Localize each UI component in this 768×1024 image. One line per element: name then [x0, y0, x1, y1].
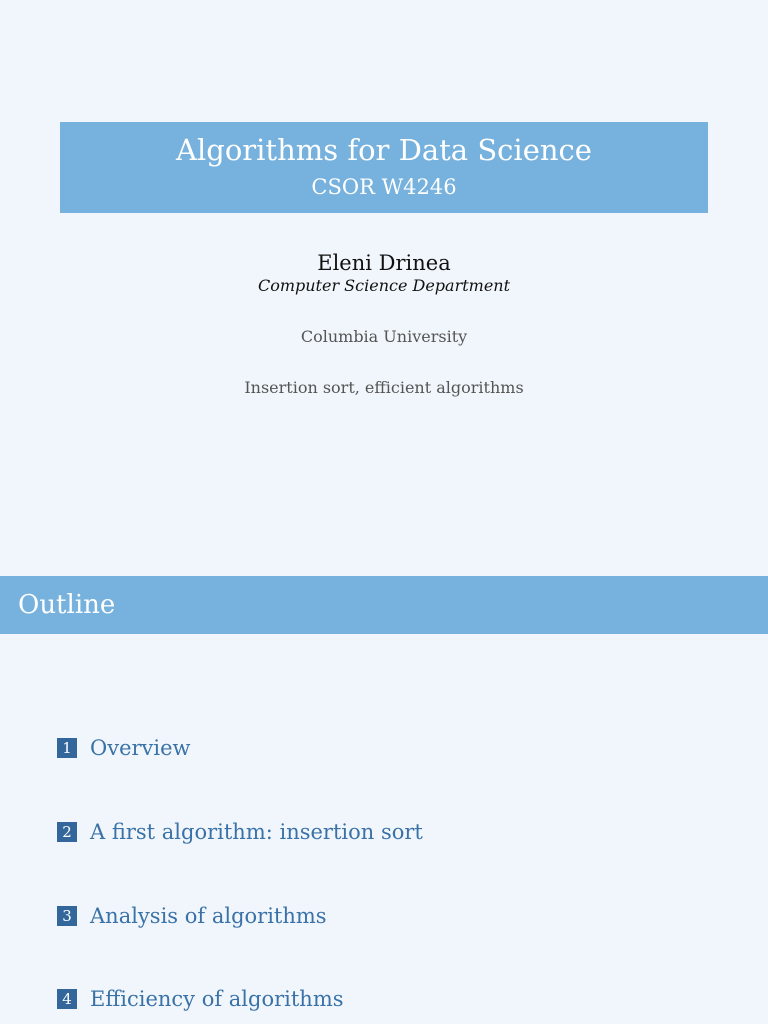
lecture-subtitle: Insertion sort, efficient algorithms: [244, 378, 524, 397]
toc-number-badge: 3: [57, 906, 77, 926]
toc-number-badge: 1: [57, 738, 77, 758]
institute-name: Columbia University: [300, 327, 468, 346]
author-name: Eleni Drinea: [317, 251, 451, 275]
toc-number-badge: 4: [57, 989, 77, 1009]
toc-number-badge: 2: [57, 822, 77, 842]
course-code: CSOR W4246: [311, 175, 457, 199]
toc-item-efficiency[interactable]: [57, 986, 344, 1012]
toc-item-label: A first algorithm: insertion sort: [90, 820, 423, 844]
toc-item-label: Efficiency of algorithms: [90, 987, 344, 1011]
outline-slide: [0, 576, 768, 1024]
author-department: Computer Science Department: [257, 276, 511, 295]
toc-item-overview[interactable]: [57, 735, 191, 761]
presentation-title: Algorithms for Data Science: [176, 133, 592, 167]
toc-item-analysis[interactable]: [57, 903, 327, 929]
toc-item-label: Overview: [90, 736, 191, 760]
title-banner: [60, 122, 708, 213]
toc-item-label: Analysis of algorithms: [90, 904, 327, 928]
frame-title: Outline: [18, 590, 116, 620]
frame-header: [0, 576, 768, 634]
toc-item-insertion-sort[interactable]: [57, 819, 423, 845]
